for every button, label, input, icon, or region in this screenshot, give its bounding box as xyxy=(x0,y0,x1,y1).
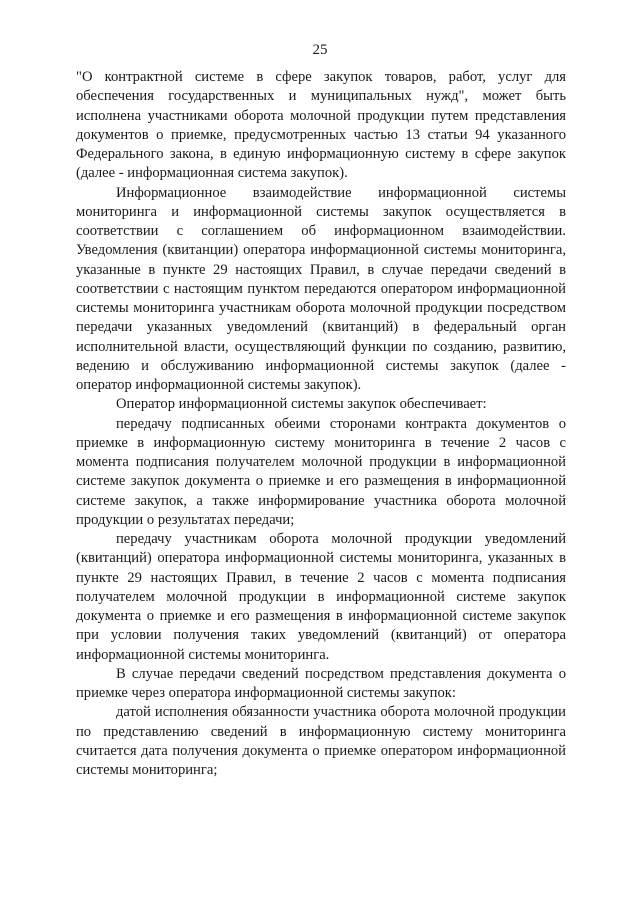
paragraph-transfer-case: В случае передачи сведений посредством представления документа о приемке через оператора информационной системы закупок: xyxy=(76,665,566,701)
paragraph-transfer-notifications: передачу участникам оборота молочной продукции уведомлений (квитанций) оператора информационной системы мониторинга, указанных в пункте 29 настоящих Правил, в течение 2 часов с момента подписания получателем молочной продукции в информационной системе закупок документа о приемке и его размещения в информационной системе закупок при условии получения таких уведомлений (квитанций) от оператора информационной системы мониторинга. xyxy=(76,531,566,663)
page-number: 25 xyxy=(312,42,328,58)
paragraph-transfer-documents: передачу подписанных обеими сторонами контракта документов о приемке в информационную систему мониторинга в течение 2 часов с момента подписания получателем молочной продукции в информационной системе закупок документа о приемке и его размещения в информационной системе закупок, а также информирование участника оборота молочной продукции о результатах передачи; xyxy=(76,415,566,528)
paragraph-obligation-date: датой исполнения обязанности участника оборота молочной продукции по представлению сведений в информационную систему мониторинга считается дата получения документа о приемке оператором информационной системы мониторинга; xyxy=(76,704,566,778)
paragraph-continuation: "О контрактной системе в сфере закупок товаров, работ, услуг для обеспечения государственных и муниципальных нужд", может быть исполнена участниками оборота молочной продукции путем представления документов о приемке, предусмотренных частью 13 статьи 94 указанного Федерального закона, в единую информационную систему в сфере закупок (далее - информационная система закупок). xyxy=(76,69,566,182)
paragraph-operator-provides: Оператор информационной системы закупок обеспечивает: xyxy=(116,396,487,413)
paragraph-information-interaction: Информационное взаимодействие информационной системы мониторинга и информационной системы закупок осуществляется в соответствии с соглашением об информационном взаимодействии. Уведомления (квитанции) оператора информационной системы мониторинга, указанные в пункте 29 настоящих Правил, в случае передачи сведений в соответствии с настоящим пунктом передаются оператором информационной системы мониторинга участникам оборота молочной продукции посредством передачи указанных уведомлений (квитанций) в федеральный орган исполнительной власти, осуществляющий функции по созданию, развитию, ведению и обслуживанию информационной системы закупок (далее - оператор информационной системы закупок). xyxy=(76,184,566,393)
document-body xyxy=(76,68,566,780)
